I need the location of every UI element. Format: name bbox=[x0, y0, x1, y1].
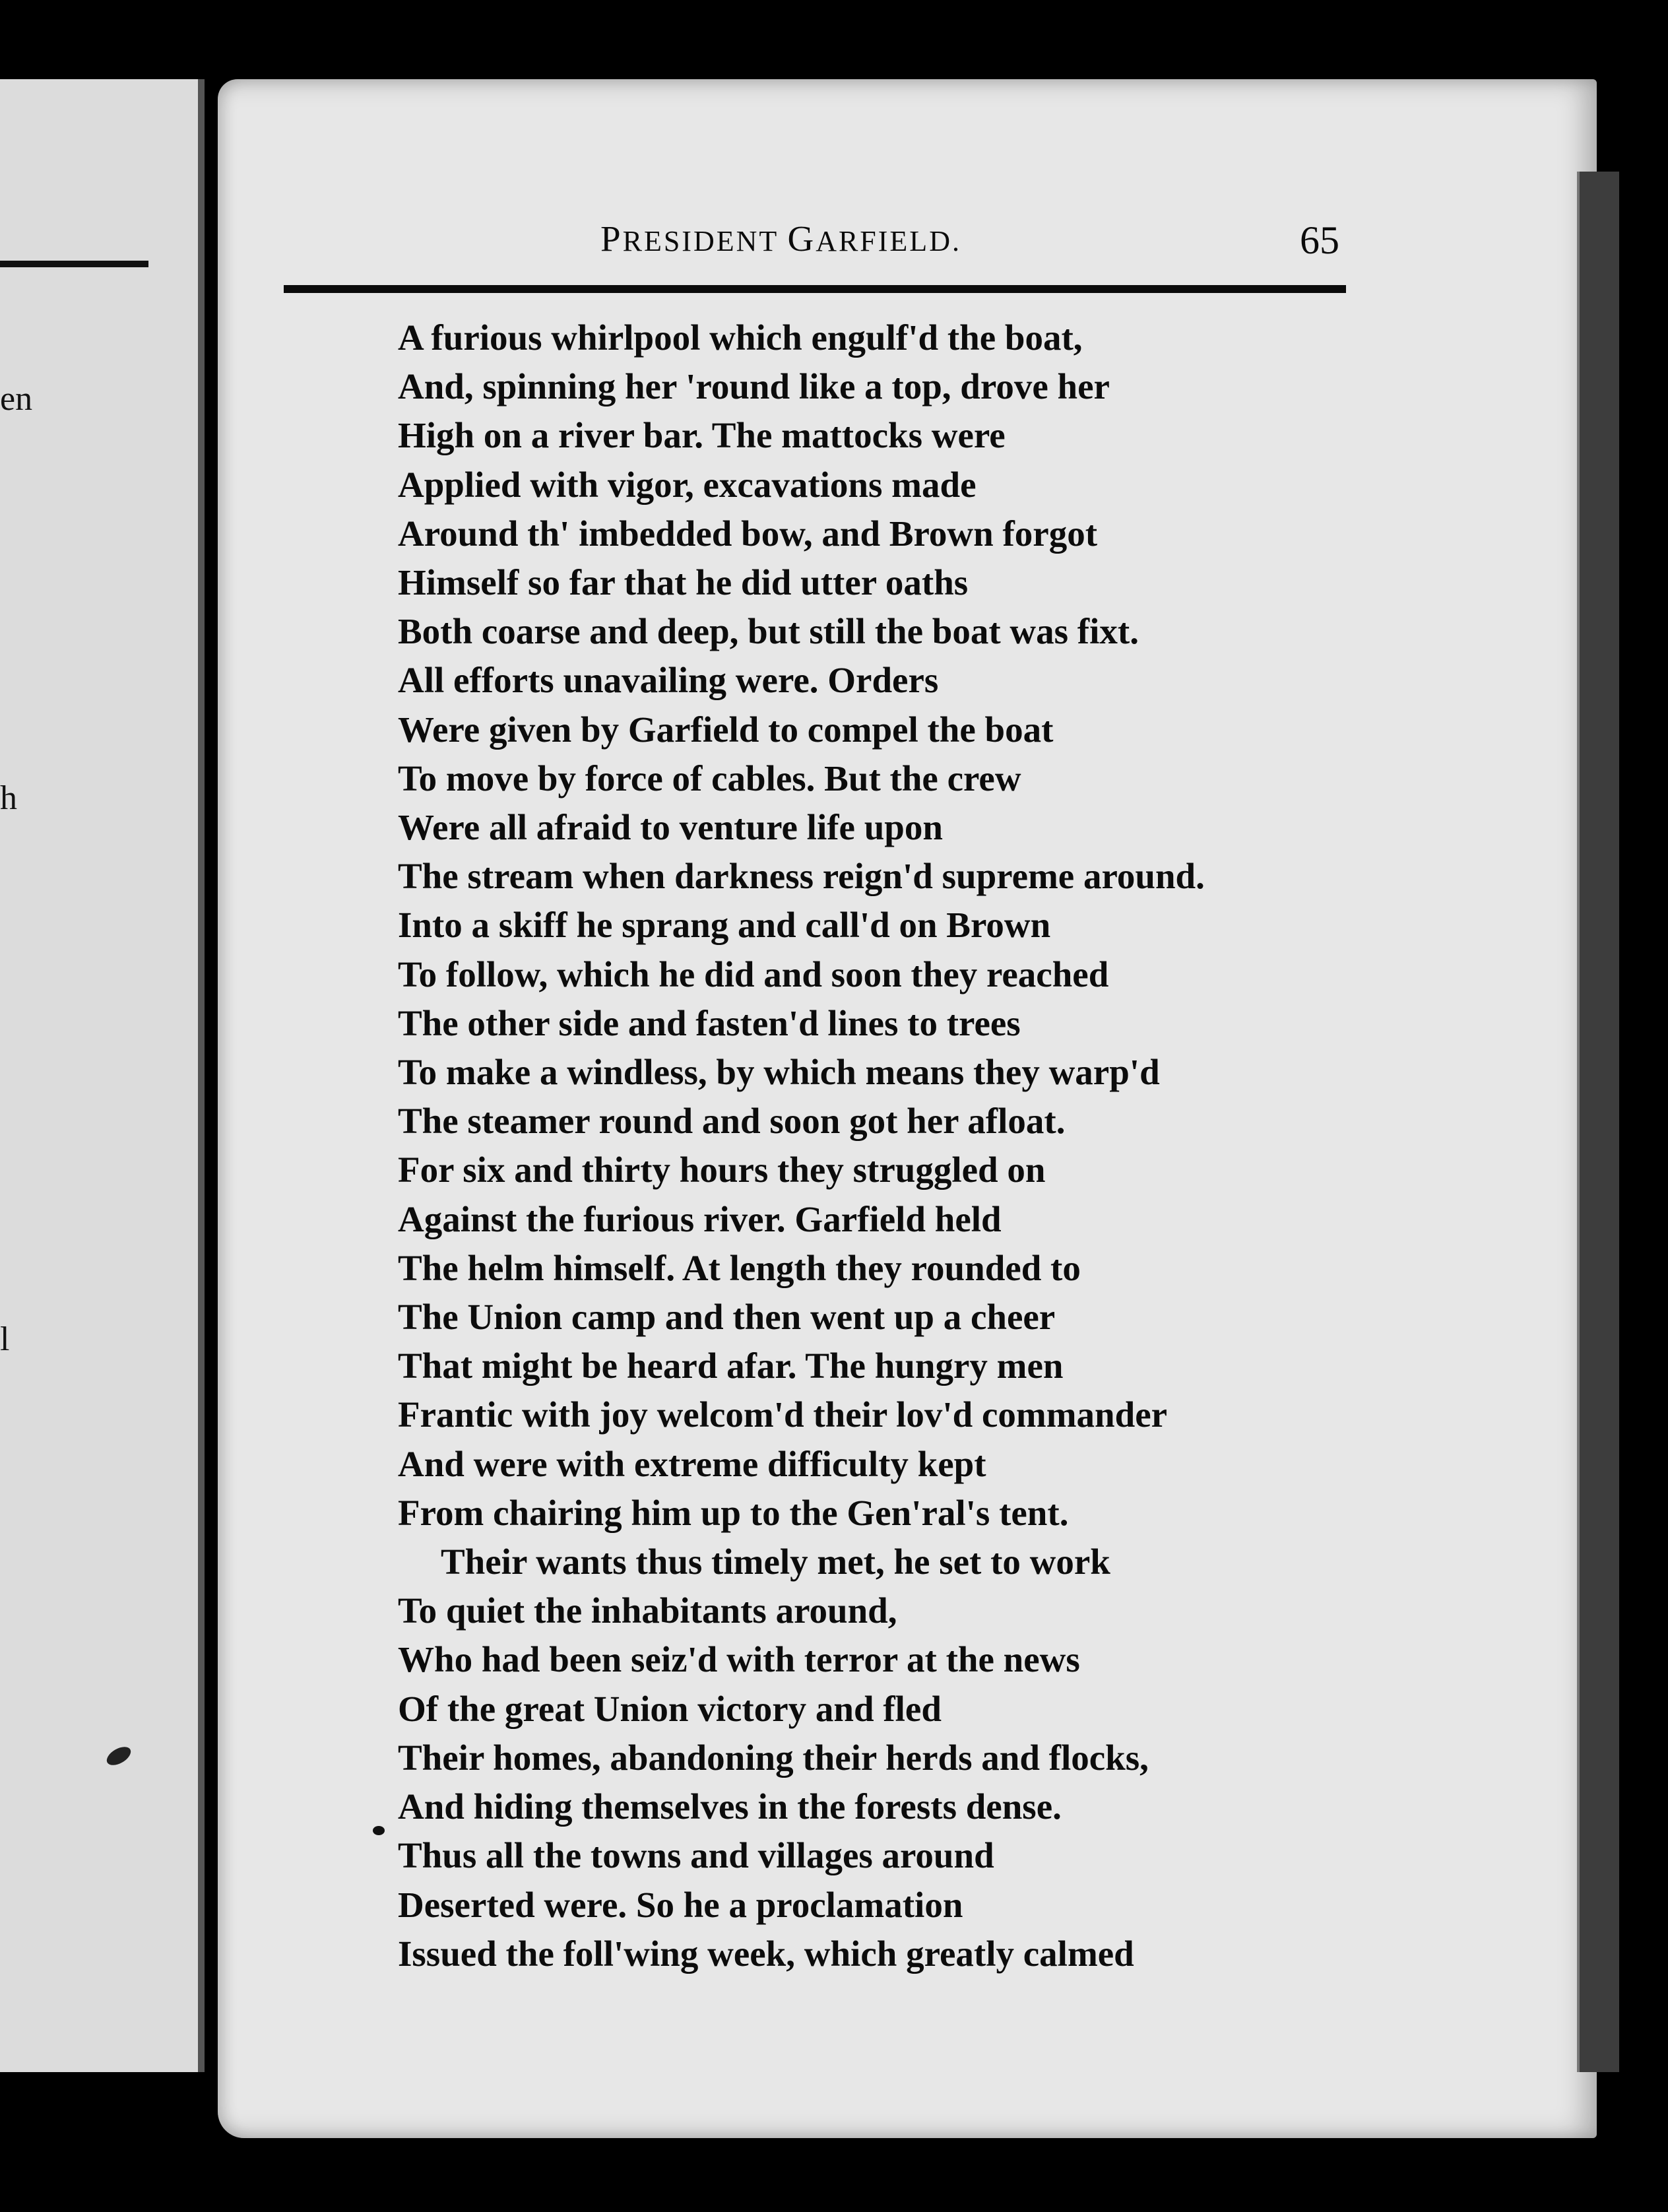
title-smallcaps-2: ARFIELD. bbox=[816, 225, 961, 257]
poem-line: For six and thirty hours they struggled on bbox=[398, 1150, 1046, 1190]
left-page-text: l bbox=[0, 1320, 10, 1358]
poem-line: The helm himself. At length they rounded to bbox=[398, 1247, 1081, 1288]
poem-text bbox=[398, 313, 1361, 1978]
poem-line: And hiding themselves in the forests dense. bbox=[398, 1786, 1062, 1827]
poem-line: From chairing him up to the Gen'ral's tent. bbox=[398, 1492, 1069, 1533]
poem-line: To follow, which he did and soon they reached bbox=[398, 954, 1109, 994]
poem-line: Thus all the towns and villages around bbox=[398, 1835, 994, 1876]
page-title bbox=[600, 218, 961, 259]
poem-line: Around th' imbedded bow, and Brown forgot bbox=[398, 513, 1098, 554]
poem-line: High on a river bar. The mattocks were bbox=[398, 415, 1006, 456]
poem-line: Frantic with joy welcom'd their lov'd commander bbox=[398, 1394, 1168, 1435]
poem-line: The Union camp and then went up a cheer bbox=[398, 1297, 1056, 1338]
poem-line: Into a skiff he sprang and call'd on Brown bbox=[398, 905, 1051, 946]
poem-line: Issued the foll'wing week, which greatly calmed bbox=[398, 1933, 1134, 1974]
poem-line: All efforts unavailing were. Orders bbox=[398, 660, 939, 701]
poem-line: That might be heard afar. The hungry men bbox=[398, 1346, 1064, 1386]
poem-line: Of the great Union victory and fled bbox=[398, 1688, 942, 1729]
header-rule bbox=[284, 285, 1346, 293]
page-edge bbox=[1577, 172, 1619, 2072]
page-number: 65 bbox=[1300, 218, 1339, 262]
running-head bbox=[383, 218, 1339, 271]
poem-line: Their homes, abandoning their herds and flocks, bbox=[398, 1737, 1149, 1778]
poem-line: The other side and fasten'd lines to trees bbox=[398, 1002, 1021, 1043]
title-initial-2: G bbox=[787, 218, 816, 259]
poem-line: Against the furious river. Garfield held bbox=[398, 1198, 1002, 1239]
poem-line: Their wants thus timely met, he set to work bbox=[441, 1542, 1110, 1582]
poem-line: And were with extreme difficulty kept bbox=[398, 1443, 986, 1484]
poem-line: Deserted were. So he a proclamation bbox=[398, 1884, 963, 1925]
poem-line: Were given by Garfield to compel the boat bbox=[398, 709, 1054, 750]
poem-line: To make a windless, by which means they warp'd bbox=[398, 1052, 1160, 1093]
ink-mark bbox=[373, 1826, 385, 1835]
left-page-text: h bbox=[0, 779, 17, 817]
title-initial: P bbox=[600, 218, 623, 259]
poem-line: To quiet the inhabitants around, bbox=[398, 1590, 897, 1631]
poem-line: Who had been seiz'd with terror at the news bbox=[398, 1639, 1080, 1680]
poem-line: To move by force of cables. But the crew bbox=[398, 758, 1021, 798]
poem-line: The steamer round and soon got her afloat. bbox=[398, 1101, 1066, 1142]
poem-line: And, spinning her 'round like a top, drove her bbox=[398, 366, 1110, 407]
poem-line: Were all afraid to venture life upon bbox=[398, 807, 943, 848]
left-page-fragment bbox=[0, 79, 205, 2072]
poem-line: Both coarse and deep, but still the boat was fixt. bbox=[398, 611, 1139, 652]
left-page-text: en bbox=[0, 380, 33, 418]
poem-line: Himself so far that he did utter oaths bbox=[398, 562, 969, 603]
poem-line: Applied with vigor, excavations made bbox=[398, 464, 977, 505]
title-smallcaps: RESIDENT bbox=[622, 225, 788, 257]
poem-line: The stream when darkness reign'd supreme around. bbox=[398, 856, 1205, 897]
left-page-rule bbox=[0, 261, 148, 267]
poem-line: A furious whirlpool which engulf'd the boat, bbox=[398, 317, 1083, 358]
